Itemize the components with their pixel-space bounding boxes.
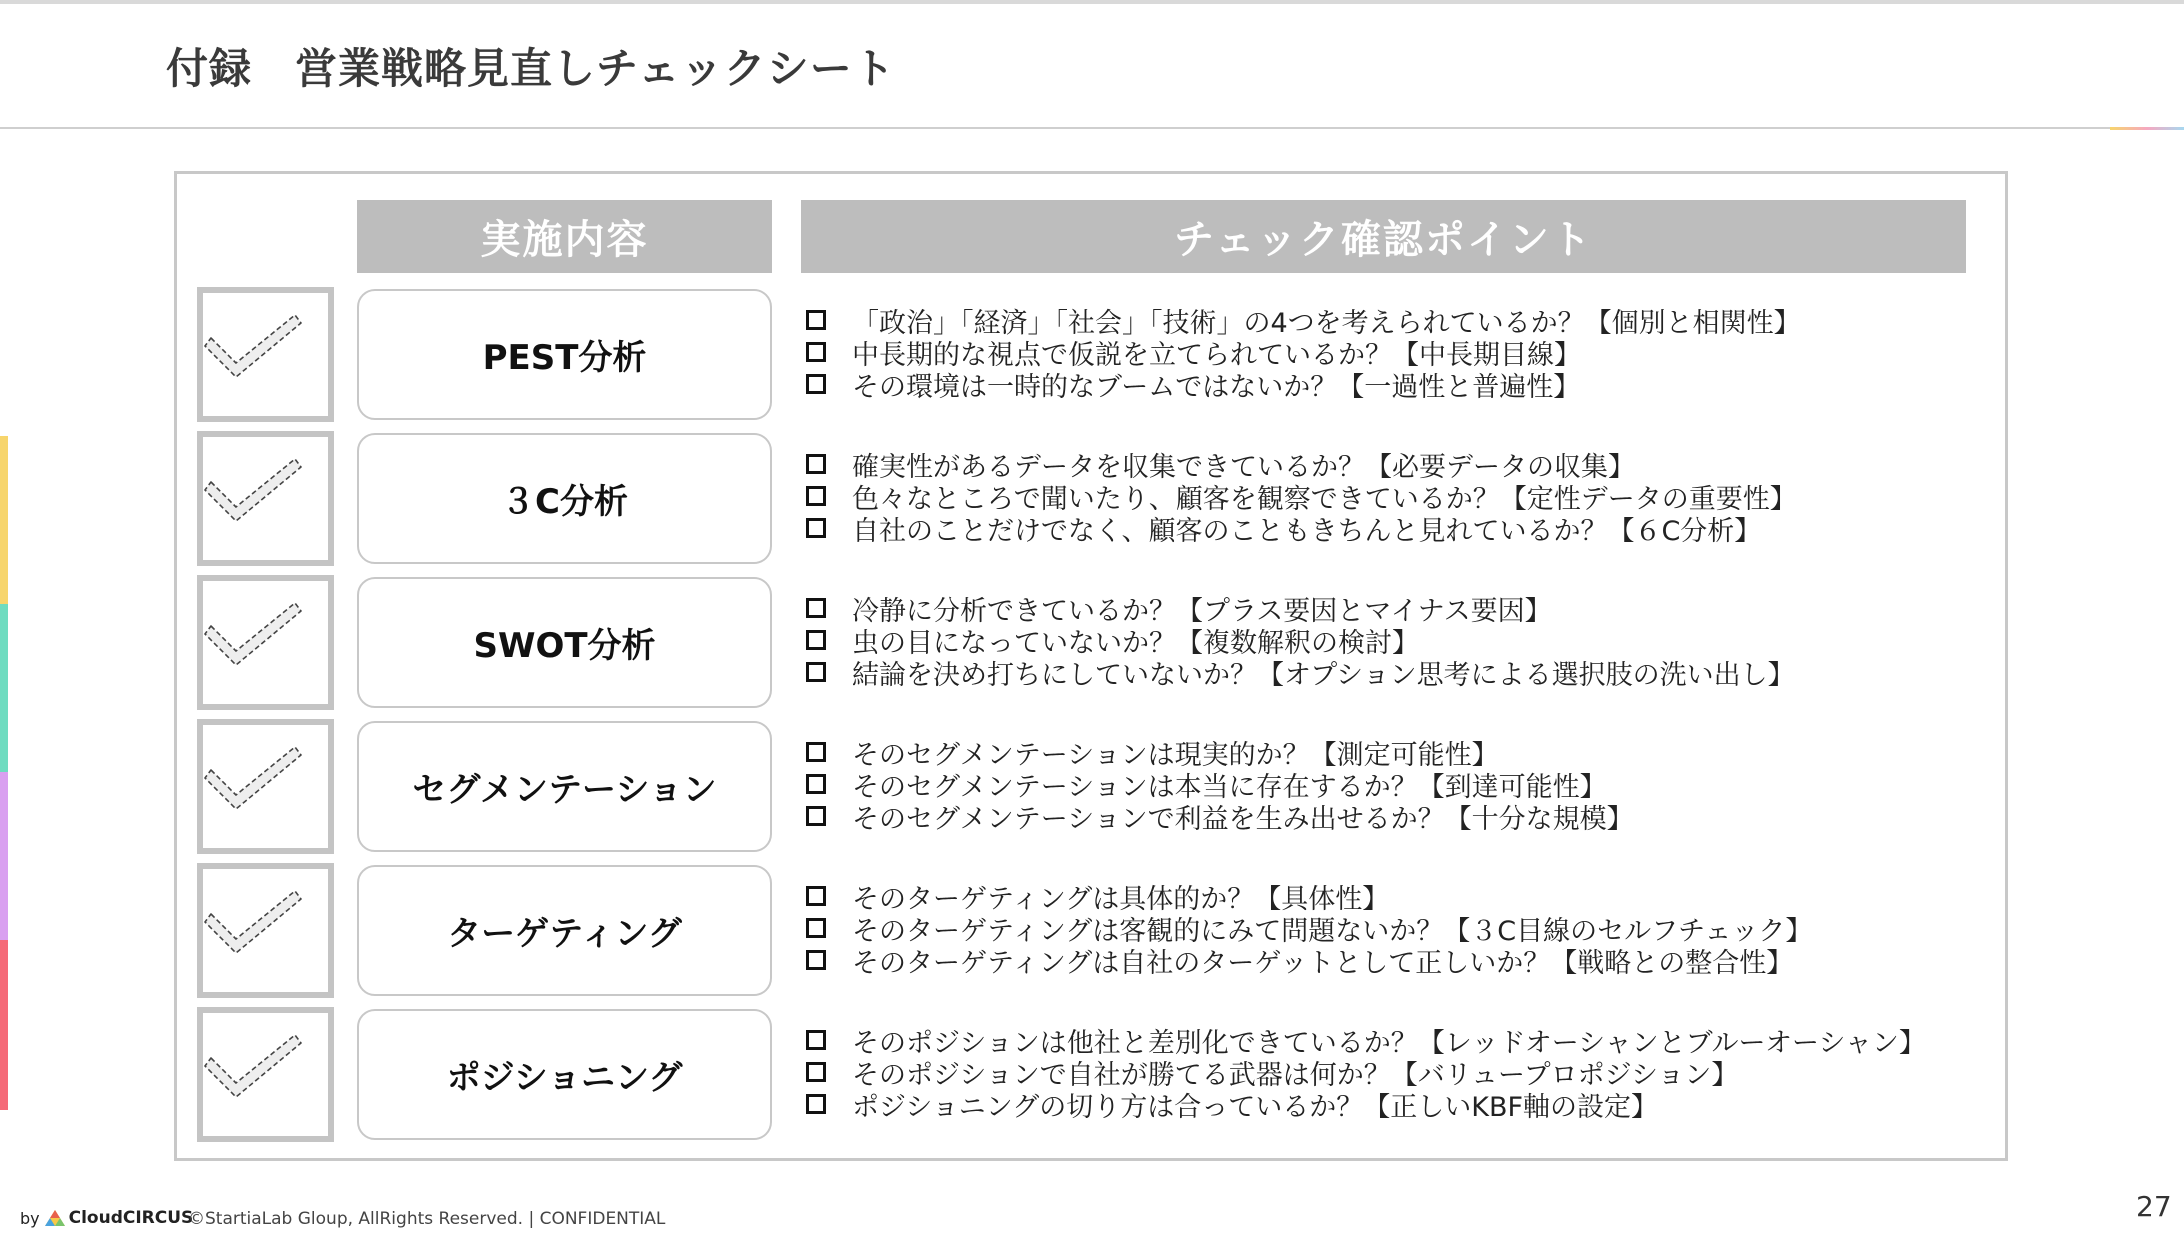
checkbox-bullet-icon[interactable] — [806, 518, 826, 538]
check-point-item — [806, 944, 1794, 979]
checklist-row — [0, 719, 2184, 854]
row-checkbox[interactable] — [197, 575, 334, 710]
check-point-text: そのセグメンテーションは現実的か？【測定可能性】 — [852, 739, 1499, 771]
check-point-text: 確実性があるデータを収集できているか？【必要データの収集】 — [852, 451, 1635, 483]
row-checkbox[interactable] — [197, 287, 334, 422]
checkmark-icon — [203, 725, 328, 848]
check-point-item — [806, 768, 1607, 803]
check-point-text: そのポジションは他社と差別化できているか？【レッドオーシャンとブルーオーシャン】 — [852, 1027, 1926, 1059]
row-checkbox[interactable] — [197, 431, 334, 566]
footer-logo — [20, 1208, 193, 1228]
checkbox-bullet-icon[interactable] — [806, 454, 826, 474]
checkbox-bullet-icon[interactable] — [806, 1062, 826, 1082]
checklist-row — [0, 287, 2184, 422]
analysis-label: セグメンテーション — [357, 721, 772, 852]
check-points-list — [806, 575, 1976, 710]
check-point-text: そのポジションで自社が勝てる武器は何か？【バリュープロポジション】 — [852, 1059, 1739, 1091]
row-checkbox[interactable] — [197, 1007, 334, 1142]
checklist-row — [0, 1007, 2184, 1142]
header-implementation: 実施内容 — [357, 200, 772, 273]
checkbox-bullet-icon[interactable] — [806, 662, 826, 682]
check-point-text: ポジショニングの切り方は合っているか？【正しいKBF軸の設定】 — [852, 1091, 1659, 1123]
checkbox-bullet-icon[interactable] — [806, 630, 826, 650]
checkbox-bullet-icon[interactable] — [806, 918, 826, 938]
check-point-item — [806, 800, 1634, 835]
check-points-list — [806, 863, 1976, 998]
row-checkbox[interactable] — [197, 719, 334, 854]
analysis-label: ターゲティング — [357, 865, 772, 996]
footer-copyright: ©StartiaLab Gloup, AllRights Reserved. | CONFIDENTIAL — [188, 1209, 666, 1229]
checkbox-bullet-icon[interactable] — [806, 1030, 826, 1050]
check-points-list — [806, 1007, 1976, 1142]
checkbox-bullet-icon[interactable] — [806, 342, 826, 362]
check-point-item — [806, 304, 1801, 339]
check-point-item — [806, 1056, 1739, 1091]
checkbox-bullet-icon[interactable] — [806, 886, 826, 906]
title-divider — [0, 127, 2184, 129]
checklist-row — [0, 575, 2184, 710]
checkbox-bullet-icon[interactable] — [806, 486, 826, 506]
checkmark-icon — [203, 581, 328, 704]
check-point-text: 「政治」「経済」「社会」「技術」の4つを考えられているか？【個別と相関性】 — [852, 307, 1801, 339]
check-points-list — [806, 431, 1976, 566]
check-point-text: 冷静に分析できているか？【プラス要因とマイナス要因】 — [852, 595, 1552, 627]
cloudcircus-logo-icon — [44, 1209, 66, 1227]
analysis-label: PEST分析 — [357, 289, 772, 420]
check-point-item — [806, 1088, 1659, 1123]
checkmark-icon — [203, 869, 328, 992]
checkbox-bullet-icon[interactable] — [806, 806, 826, 826]
analysis-label: ３C分析 — [357, 433, 772, 564]
check-point-item — [806, 480, 1797, 515]
check-point-item — [806, 592, 1552, 627]
check-point-text: そのターゲティングは具体的か？【具体性】 — [852, 883, 1390, 915]
check-points-list — [806, 719, 1976, 854]
header-check-points: チェック確認ポイント — [801, 200, 1966, 273]
analysis-label: SWOT分析 — [357, 577, 772, 708]
check-point-item — [806, 624, 1419, 659]
checkmark-icon — [203, 1013, 328, 1136]
check-point-text: そのターゲティングは客観的にみて問題ないか？【３C目線のセルフチェック】 — [852, 915, 1813, 947]
page-number: 27 — [2136, 1190, 2172, 1223]
check-point-text: 色々なところで聞いたり、顧客を観察できているか？【定性データの重要性】 — [852, 483, 1797, 515]
check-point-text: そのセグメンテーションで利益を生み出せるか？【十分な規模】 — [852, 803, 1634, 835]
check-point-text: 結論を決め打ちにしていないか？【オプション思考による選択肢の洗い出し】 — [852, 659, 1795, 691]
check-point-item — [806, 448, 1635, 483]
analysis-label: ポジショニング — [357, 1009, 772, 1140]
check-point-text: 中長期的な視点で仮説を立てられているか？【中長期目線】 — [852, 339, 1581, 371]
check-point-text: 自社のことだけでなく、顧客のこともきちんと見れているか？【６C分析】 — [852, 515, 1762, 547]
check-point-item — [806, 736, 1499, 771]
footer-brand: CloudCIRCUS — [68, 1208, 194, 1228]
top-rule — [0, 0, 2184, 4]
checklist-row — [0, 431, 2184, 566]
checkbox-bullet-icon[interactable] — [806, 374, 826, 394]
checkbox-bullet-icon[interactable] — [806, 598, 826, 618]
check-point-item — [806, 368, 1581, 403]
checkmark-icon — [203, 293, 328, 416]
check-point-item — [806, 912, 1813, 947]
check-point-item — [806, 512, 1762, 547]
check-point-item — [806, 1024, 1926, 1059]
checklist-row — [0, 863, 2184, 998]
checkbox-bullet-icon[interactable] — [806, 310, 826, 330]
checkbox-bullet-icon[interactable] — [806, 774, 826, 794]
check-point-text: そのセグメンテーションは本当に存在するか？【到達可能性】 — [852, 771, 1607, 803]
check-points-list — [806, 287, 1976, 422]
check-point-text: そのターゲティングは自社のターゲットとして正しいか？【戦略との整合性】 — [852, 947, 1794, 979]
checkbox-bullet-icon[interactable] — [806, 950, 826, 970]
title-accent-bar — [2110, 127, 2184, 130]
check-point-item — [806, 880, 1390, 915]
check-point-item — [806, 656, 1795, 691]
checkmark-icon — [203, 437, 328, 560]
checkbox-bullet-icon[interactable] — [806, 1094, 826, 1114]
checkbox-bullet-icon[interactable] — [806, 742, 826, 762]
check-point-text: 虫の目になっていないか？【複数解釈の検討】 — [852, 627, 1419, 659]
row-checkbox[interactable] — [197, 863, 334, 998]
check-point-text: その環境は一時的なブームではないか？【一過性と普遍性】 — [852, 371, 1581, 403]
footer-by-text: by — [20, 1208, 40, 1228]
check-point-item — [806, 336, 1581, 371]
page-title: 付録 営業戦略見直しチェックシート — [166, 44, 896, 93]
